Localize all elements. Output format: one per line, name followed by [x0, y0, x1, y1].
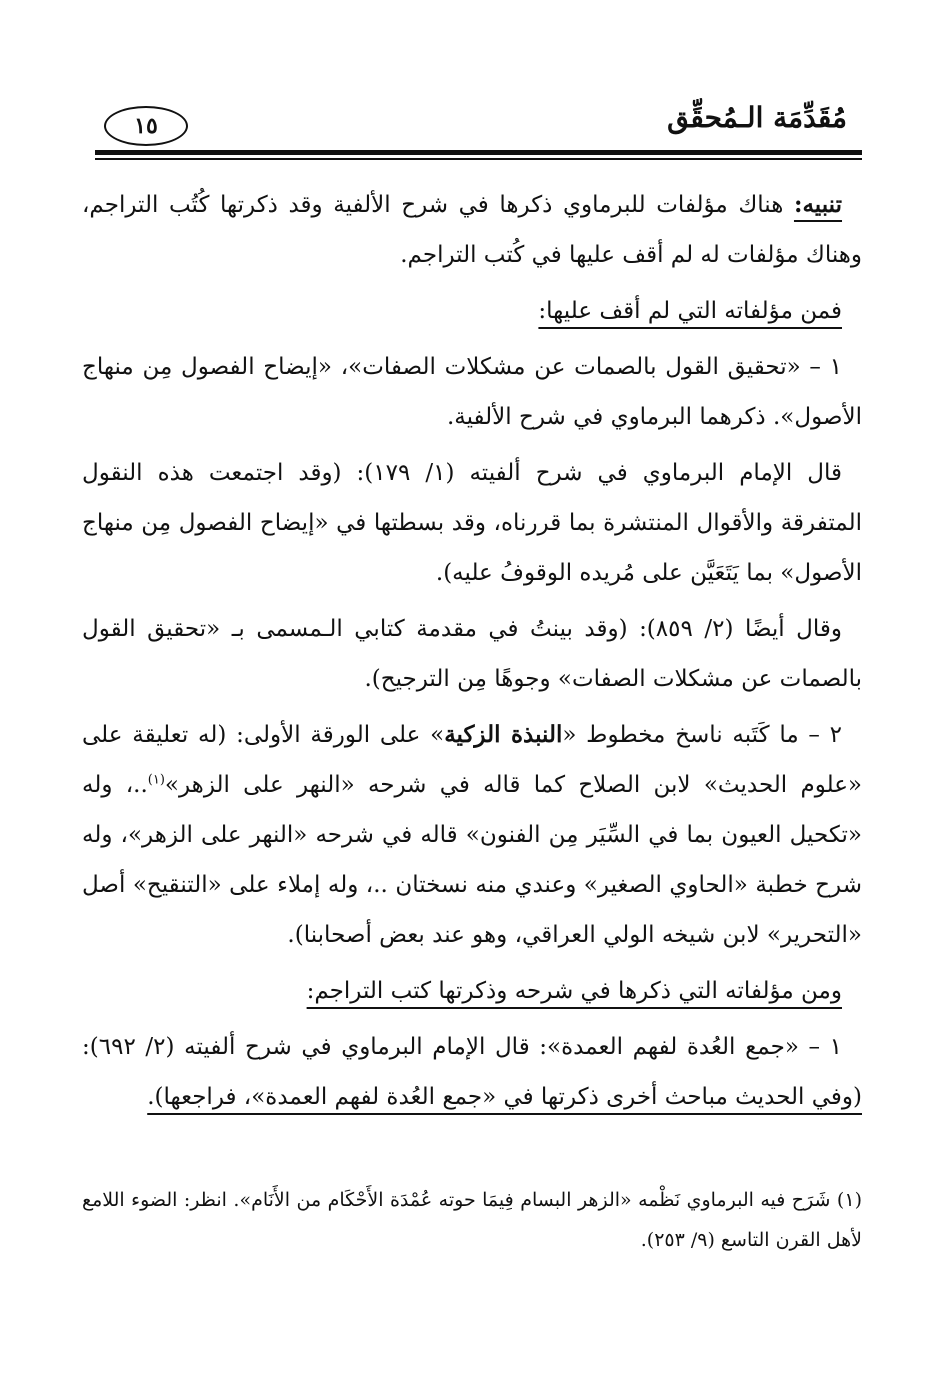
section-heading-2-text: ومن مؤلفاته التي ذكرها في شرحه وذكرتها كتب التراجم: [306, 978, 842, 1004]
item-2-paragraph [82, 710, 862, 960]
quote-2-paragraph: وقال أيضًا (٢/ ٨٥٩): (وقد بينتُ في مقدمة كتابي الـمسمى بـ «تحقيق القول بالصمات عن مشكلات الصفات» وجوهًا مِن الترجيح). [82, 616, 862, 692]
note-label: تنبيه: [793, 191, 843, 218]
header-rule-thin [95, 158, 862, 160]
page-number: ١٥ [104, 106, 188, 146]
section-heading-1-text: فمن مؤلفاته التي لم أقف عليها: [538, 298, 842, 324]
footnote: (١) شَرَح فيه البرماوي نَظْمه «الزهر البسام فِيمَا حوته عُمْدَة الأَحْكَام من الأَنَام». انظر: الضوء اللامع لأهل القرن التاسع (٩/ ٢٥٣). [82, 1189, 862, 1251]
header-rule-thick [95, 150, 862, 155]
item-2-before: ٢ – ما كَتَبه ناسخ مخطوط « [562, 722, 843, 748]
section-heading-1 [82, 286, 862, 336]
quote-1-paragraph: قال الإمام البرماوي في شرح ألفيته (١/ ١٧٩): (وقد اجتمعت هذه النقول المتفرقة والأقوال المنتشرة بما قررناه، وقد بسطتها في «إيضاح الفصول مِن منهاج الأصول» بما يَتَعَيَّن على مُريده الوقوفُ عليه). [82, 460, 863, 586]
running-title: مُقَدِّمَة الـمُحقِّق [667, 101, 847, 134]
item-3-paragraph [82, 1022, 862, 1122]
item-2-bold-title: النبذة الزكية [444, 721, 563, 748]
footnote-ref[interactable]: (١) [147, 772, 165, 788]
note-text: هناك مؤلفات للبرماوي ذكرها في شرح الألفية وقد ذكرتها كُتُب التراجم، وهناك مؤلفات له لم أقف عليها في كُتب التراجم. [82, 192, 862, 268]
item-1-paragraph: ١ – «تحقيق القول بالصمات عن مشكلات الصفات»، «إيضاح الفصول مِن منهاج الأصول». ذكرهما البرماوي في شرح الألفية. [82, 354, 862, 430]
item-3-text: ١ – «جمع العُدة لفهم العمدة»: قال الإمام البرماوي في شرح ألفيته (٢/ ٦٩٢): [82, 1034, 842, 1060]
body-text [82, 180, 862, 1128]
item-2-after-ref: ..، وله «تكحيل العيون بما في السِّيَر مِن الفنون» قاله في شرحه «النهر على الزهر»، وله شرح خطبة «الحاوي الصغير» وعندي منه نسختان ..، وله إملاء على «التنقيح» أصل «التحرير» لابن شيخه الولي العراقي، وهو عند بعض أصحابنا). [82, 772, 862, 948]
section-heading-2 [82, 966, 862, 1016]
item-3-underlined: (وفي الحديث مباحث أخرى ذكرتها في «جمع العُدة لفهم العمدة»، فراجعها). [147, 1084, 862, 1110]
item-2-after-title: » على الورقة الأولى: (له تعليقة على «علوم الحديث» لابن الصلاح كما قاله في شرحه «النهر على الزهر» [82, 722, 862, 798]
note-paragraph [82, 180, 862, 280]
